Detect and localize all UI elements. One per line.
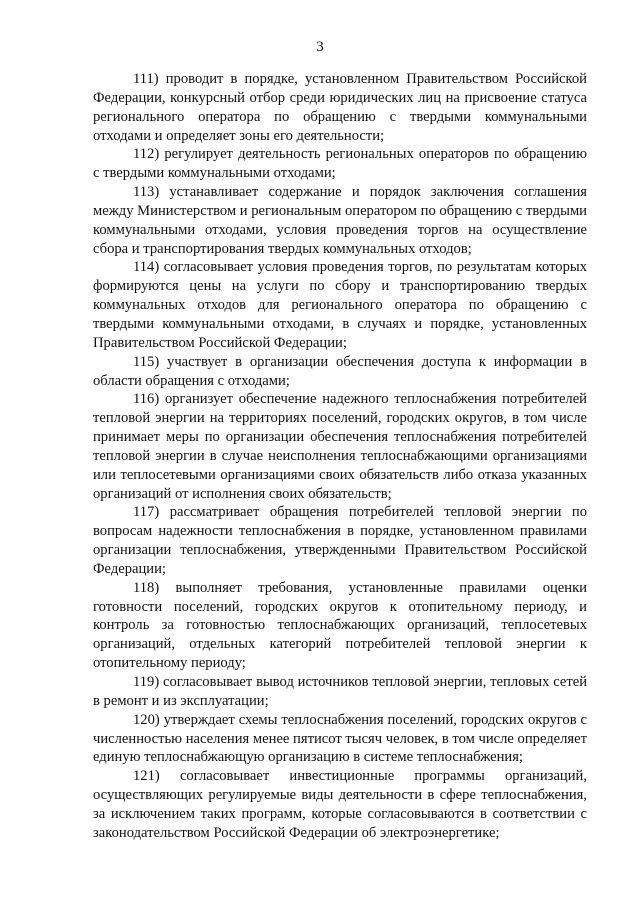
paragraph-111: 111) проводит в порядке, установленном Правительством Российской Федерации, конкурсный отбор среди юридических лиц на присвоение статуса регионального оператора по обращению с твердыми коммунальными отходами и определяет зоны его деятельности; (93, 71, 587, 144)
page-number: 3 (316, 39, 324, 55)
paragraph-118: 118) выполняет требования, установленные правилами оценки готовности поселений, городских округов к отопительному периоду, и контроль за готовностью теплоснабжающих организаций, теплосетевых организаций, отдельных категорий потребителей тепловой энергии к отопительному периоду; (93, 579, 587, 672)
document-body (93, 70, 587, 843)
paragraph-120: 120) утверждает схемы теплоснабжения поселений, городских округов с численностью населения менее пятисот тысяч человек, в том числе определяет единую теплоснабжающую организацию в системе теплоснабжения; (93, 711, 587, 766)
paragraph-121: 121) согласовывает инвестиционные программы организаций, осуществляющих регулируемые виды деятельности в сфере теплоснабжения, за исключением таких программ, которые согласовываются в соответствии с законодательством Российской Федерации об электроэнергетике; (93, 768, 587, 841)
paragraph-117: 117) рассматривает обращения потребителей тепловой энергии по вопросам надежности теплоснабжения в порядке, установленном правилами организации теплоснабжения, утвержденными Правительством Российской Федерации; (93, 504, 587, 577)
paragraph-115: 115) участвует в организации обеспечения доступа к информации в области обращения с отходами; (93, 353, 587, 389)
paragraph-113: 113) устанавливает содержание и порядок заключения соглашения между Министерством и региональным оператором по обращению с твердыми коммунальными отходами, условия проведения торгов на осуществление сбора и транспортирования твердых коммунальных отходов; (93, 184, 587, 257)
paragraph-114: 114) согласовывает условия проведения торгов, по результатам которых формируются цены на услуги по сбору и транспортированию твердых коммунальных отходов для регионального оператора по обращению с твердыми коммунальными отходами, в случаях и порядке, установленных Правительством Российской Федерации; (93, 259, 587, 351)
paragraph-119: 119) согласовывает вывод источников тепловой энергии, тепловых сетей в ремонт и из эксплуатации; (93, 674, 587, 709)
paragraph-112: 112) регулирует деятельность региональных операторов по обращению с твердыми коммунальными отходами; (93, 146, 587, 182)
paragraph-116: 116) организует обеспечение надежного теплоснабжения потребителей тепловой энергии на территориях поселений, городских округов, в том числе принимает меры по организации обеспечения теплоснабжения потребителей тепловой энергии в случае неисполнения теплоснабжающими организациями или теплосетевыми организациями своих обязательств либо отказа указанных организаций от исполнения своих обязательств; (93, 391, 587, 502)
